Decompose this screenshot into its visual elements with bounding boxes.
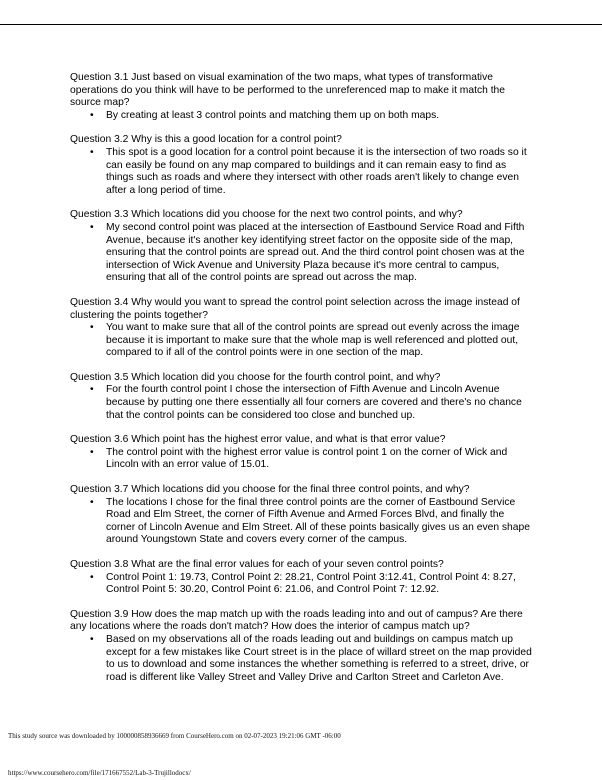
question-text: Question 3.9 How does the map match up with the roads leading into and out of campus? Are there any locations where the roads don't match? How does the interior of campus match up? [70, 608, 523, 633]
answer-bullet: • For the fourth control point I chose the intersection of Fifth Avenue and Lincoln Avenue because by putting one there essentially all four corners are covered and there's no chance that the control points can be considered too close and bunched up. [70, 384, 535, 422]
answer-list [70, 384, 535, 422]
qa-block [70, 372, 535, 422]
top-divider [0, 24, 602, 25]
qa-block [70, 434, 535, 472]
answer-bullet: • The control point with the highest error value is control point 1 on the corner of Wick and Lincoln with an error value of 15.01. [70, 447, 535, 472]
answer-bullet: • Based on my observations all of the roads leading out and buildings on campus match up except for a few mistakes like Court street is in the place of willard street on the map provided to us to download and some instances the whether something is referred to a street, drive, or road is different like Valley Street and Valley Drive and Carlton Street and Carleton Ave. [70, 634, 535, 684]
document-body [70, 72, 535, 696]
answer-bullet: • Control Point 1: 19.73, Control Point 2: 28.21, Control Point 3:12.41, Control Point 4: 8.27, Control Point 5: 30.20, Control Point 6: 21.06, and Control Point 7: 12.92. [70, 572, 535, 597]
answer-bullet: • The locations I chose for the final three control points are the corner of Eastbound Service Road and Elm Street, the corner of Fifth Avenue and Armed Forces Blvd, and finally the corner of Lincoln Avenue and Elm Street. All of these points basically gives us an even shape around Youngstown State and covers every corner of the campus. [70, 497, 535, 547]
question-text: Question 3.2 Why is this a good location for a control point? [70, 134, 342, 146]
question-text: Question 3.6 Which point has the highest error value, and what is that error value? [70, 434, 446, 446]
source-url[interactable]: https://www.coursehero.com/file/171667552/Lab-3-Trujillodocx/ [8, 769, 191, 777]
answer-list [70, 110, 535, 123]
answer-bullet: • This spot is a good location for a control point because it is the intersection of two roads so it can easily be found on any map compared to buildings and it can remain easy to find as things such as roads and where they intersect with other roads aren't likely to change even after a long period of time. [70, 147, 535, 197]
answer-list [70, 572, 535, 597]
answer-list [70, 322, 535, 360]
qa-block [70, 134, 535, 197]
answer-bullet: • My second control point was placed at the intersection of Eastbound Service Road and Fifth Avenue, because it's another key identifying street factor on the opposite side of the map, ensuring that the control points are spread out. And the third control point chosen was at the intersection of Wick Avenue and University Plaza because it's more central to campus, ensuring that all of the control points are spread out across the map. [70, 222, 535, 285]
answer-list [70, 634, 535, 684]
qa-block [70, 484, 535, 547]
qa-block [70, 297, 535, 360]
question-text: Question 3.8 What are the final error values for each of your seven control points? [70, 559, 444, 570]
question-text: Question 3.3 Which locations did you choose for the next two control points, and why? [70, 209, 463, 221]
qa-block [70, 609, 535, 685]
answer-list [70, 497, 535, 547]
answer-list [70, 447, 535, 472]
qa-block [70, 559, 535, 597]
qa-block [70, 72, 535, 122]
question-text: Question 3.7 Which locations did you choose for the final three control points, and why? [70, 484, 470, 496]
question-text: Question 3.5 Which location did you choose for the fourth control point, and why? [70, 371, 441, 383]
answer-list [70, 222, 535, 285]
answer-list [70, 147, 535, 197]
question-text: Question 3.4 Why would you want to spread the control point selection across the image instead of clustering the points together? [70, 296, 520, 321]
answer-bullet: • By creating at least 3 control points and matching them up on both maps. [70, 110, 535, 123]
question-text: Question 3.1 Just based on visual examination of the two maps, what types of transformative operations do you think will have to be performed to the unreferenced map to make it match the source map? [70, 72, 506, 109]
download-source-note: This study source was downloaded by 100000858936669 from CourseHero.com on 02-07-2023 19:21:06 GMT -06:00 [8, 732, 341, 740]
answer-bullet: • You want to make sure that all of the control points are spread out evenly across the image because it is important to make sure that the whole map is well referenced and plotted out, compared to if all of the control points were in one section of the map. [70, 322, 535, 360]
qa-block [70, 209, 535, 285]
